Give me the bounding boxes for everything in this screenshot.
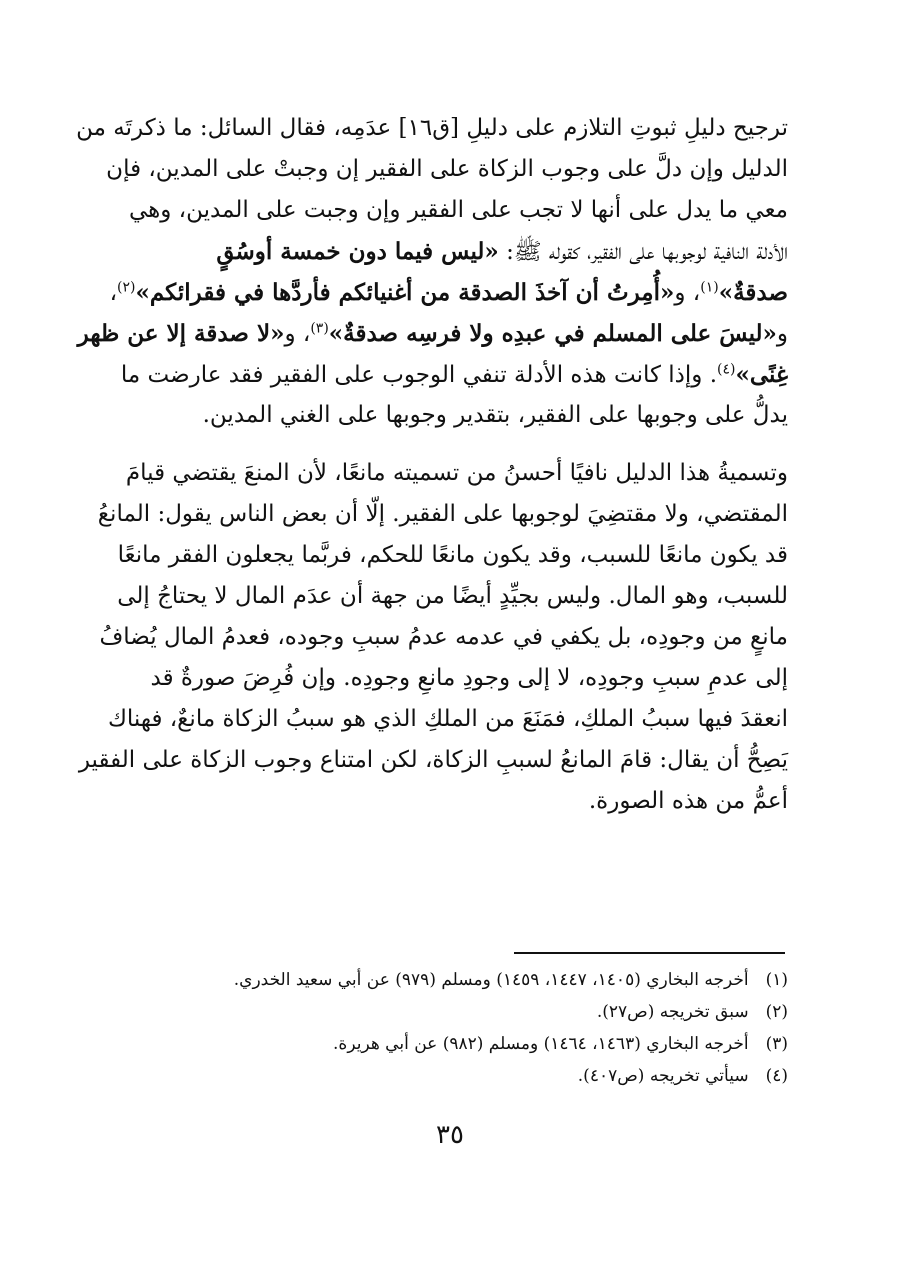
text-line [78, 740, 788, 781]
text-line [116, 453, 788, 494]
text-line [116, 535, 788, 576]
footnote-text: سبق تخريجه (ص٢٧). [596, 1002, 749, 1022]
footnote-divider [514, 952, 785, 954]
text-line [116, 395, 788, 436]
footnote-4 [116, 1062, 788, 1090]
text-run: يدلُّ على وجوبها على الفقير، بتقدير وجوبها على الغني المدين. [202, 402, 788, 428]
footnote-number: (٤) [765, 1066, 788, 1086]
text-run: . وإذا كانت هذه الأدلة تنفي الوجوب على الفقير فقد عارضت ما [120, 362, 718, 388]
text-run: الأدلة النافية لوجوبها على الفقير، كقوله ﷺ: [498, 239, 788, 265]
footnote-ref: (١) [700, 279, 719, 296]
text-run: يَصِحُّ أن يقال: قامَ المانعُ لسببِ الزكاة، لكن امتناع وجوب الزكاة على الفقير [78, 747, 788, 773]
footnote-ref: (٢) [117, 279, 136, 296]
footnote-1 [116, 966, 788, 994]
hadith-quote: «لا صدقة إلا عن ظهر [77, 320, 285, 347]
text-run: مانعٍ من وجودِه، بل يكفي في عدمه عدمُ سببِ وجوده، فعدمُ المال يُضافُ [99, 624, 788, 650]
text-run: معي ما يدل على أنها لا تجب على الفقير وإن وجبت على المدين، وهي [128, 197, 788, 223]
text-run: المقتضي، ولا مقتضِيَ لوجوبها على الفقير. إلّا أن بعض الناس يقول: المانعُ [97, 501, 788, 527]
text-line [76, 108, 788, 149]
footnote-3 [116, 1030, 788, 1058]
footnote-text: أخرجه البخاري (١٤٦٣، ١٤٦٤) ومسلم (٩٨٢) عن أبي هريرة. [333, 1034, 749, 1054]
text-line [97, 494, 788, 535]
text-line [116, 231, 788, 272]
hadith-quote: «ليس فيما دون خمسة أوسُقٍ [216, 238, 499, 265]
text-run: ترجيح دليلِ ثبوتِ التلازم على دليلِ [ق١٦] عدَمِه، فقال السائل: ما ذكرتَه من [76, 115, 788, 141]
footnote-ref: (٤) [717, 361, 736, 378]
footnotes [116, 966, 788, 1094]
footnote-text: سيأتي تخريجه (ص٤٠٧). [577, 1066, 749, 1086]
text-line [116, 576, 788, 617]
paragraph [76, 108, 788, 436]
footnote-number: (٣) [765, 1034, 788, 1054]
footnote-number: (١) [765, 970, 788, 990]
text-line [109, 272, 788, 313]
text-run: إلى عدمِ سببِ وجودِه، لا إلى وجودِ مانعِ وجودِه. وإن فُرِضَ صورةٌ قد [150, 665, 788, 691]
footnote-number: (٢) [765, 1002, 788, 1022]
text-run: قد يكون مانعًا للسبب، وقد يكون مانعًا للحكم، فربَّما يجعلون الفقر مانعًا [117, 542, 788, 568]
text-line [116, 781, 788, 822]
page-number: ٣٥ [436, 1120, 464, 1150]
text-line [116, 354, 788, 395]
footnote-text: أخرجه البخاري (١٤٠٥، ١٤٤٧، ١٤٥٩) ومسلم (٩٧٩) عن أبي سعيد الخدري. [233, 970, 749, 990]
text-line [116, 190, 788, 231]
main-text [76, 108, 788, 822]
text-run: ، و [284, 321, 311, 347]
paragraph-break [116, 436, 788, 453]
paragraph [78, 453, 788, 822]
hadith-quote: غِنًى» [735, 361, 788, 388]
footnote-ref: (٣) [310, 320, 329, 337]
hadith-quote: صدقةٌ» [718, 279, 788, 306]
text-line [107, 699, 788, 740]
hadith-quote: «ليسَ على المسلم في عبدِه ولا فرسِه صدقةٌ» [328, 320, 777, 347]
text-run: الدليل وإن دلَّ على وجوب الزكاة على الفقير إن وجبتْ على المدين، فإن [106, 156, 788, 182]
text-line [106, 149, 788, 190]
footnote-2 [116, 998, 788, 1026]
text-run: وتسميةُ هذا الدليل نافيًا أحسنُ من تسميته مانعًا، لأن المنعَ يقتضي قيامَ [125, 460, 788, 486]
hadith-quote: «أُمِرتُ أن آخذَ الصدقة من أغنيائكم فأردَّها في فقرائكم» [135, 279, 675, 306]
text-run: ، [109, 280, 118, 306]
text-line [116, 658, 788, 699]
text-run: و [776, 321, 788, 347]
text-run: انعقدَ فيها سببُ الملكِ، فمَنَعَ من الملكِ الذي هو سببُ الزكاة مانعٌ، فهناك [107, 706, 788, 732]
text-run: أعمُّ من هذه الصورة. [588, 788, 788, 814]
text-line [77, 313, 788, 354]
text-run: ، و [674, 280, 701, 306]
text-run: للسبب، وهو المال. وليس بجيِّدٍ أيضًا من جهة أن عدَم المال لا يحتاجُ إلى [117, 583, 788, 609]
text-line [99, 617, 788, 658]
